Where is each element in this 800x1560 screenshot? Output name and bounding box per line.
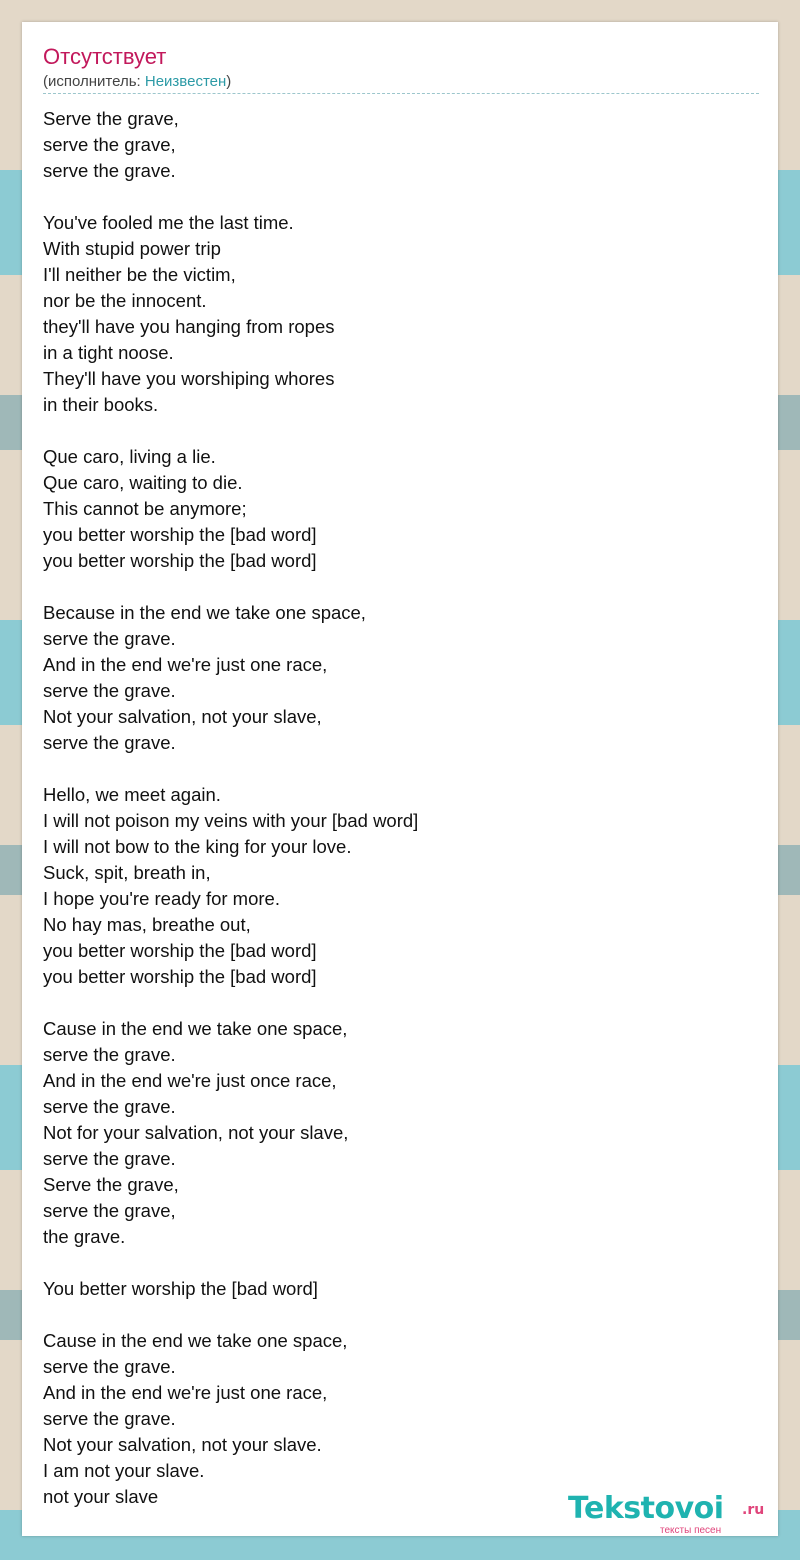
lyric-line: the grave. [43,1226,126,1247]
title-divider [43,93,759,94]
lyric-line: serve the grave. [43,1148,176,1169]
lyric-line: Cause in the end we take one space, [43,1018,348,1039]
artist-prefix: (исполнитель: [43,73,145,90]
lyric-line: They'll have you worshiping whores [43,368,335,389]
artist-suffix: ) [226,73,232,90]
lyric-line: serve the grave. [43,1356,176,1377]
lyric-line [43,574,759,600]
lyric-line: I am not your slave. [43,1460,205,1481]
lyric-line: I'll neither be the victim, [43,264,236,285]
lyric-line: serve the grave. [43,160,176,181]
lyric-line: Serve the grave, [43,1174,179,1195]
lyric-line: And in the end we're just one race, [43,654,328,675]
lyric-line: serve the grave, [43,1200,176,1221]
lyric-line: Que caro, waiting to die. [43,472,243,493]
lyric-line: Hello, we meet again. [43,784,221,805]
lyric-line: I will not bow to the king for your love. [43,836,352,857]
lyric-line: in a tight noose. [43,342,174,363]
lyric-line: No hay mas, breathe out, [43,914,251,935]
lyric-line: With stupid power trip [43,238,221,259]
logo-brand: Tekstovoi [568,1491,724,1526]
lyric-line: serve the grave. [43,680,176,701]
lyric-line: You've fooled me the last time. [43,212,294,233]
lyric-line: you better worship the [bad word] [43,940,317,961]
lyric-line: And in the end we're just once race, [43,1070,337,1091]
lyric-line: serve the grave. [43,1044,176,1065]
lyric-line [43,1302,759,1328]
lyric-line: Serve the grave, [43,108,179,129]
lyric-line: serve the grave. [43,732,176,753]
lyric-line: nor be the innocent. [43,290,207,311]
lyric-line: serve the grave, [43,134,176,155]
lyric-line [43,1250,759,1276]
lyric-line: Not your salvation, not your slave. [43,1434,322,1455]
tekstovoi-logo [568,1492,778,1538]
lyric-line [43,990,759,1016]
lyric-line [43,418,759,444]
lyric-line: Cause in the end we take one space, [43,1330,348,1351]
lyric-line: Not your salvation, not your slave, [43,706,322,727]
lyric-line: serve the grave. [43,628,176,649]
lyric-line: I will not poison my veins with your [bad word] [43,810,419,831]
song-title: Отсутствует [43,44,167,69]
lyric-line: Because in the end we take one space, [43,602,366,623]
logo-tagline: тексты песен [660,1525,722,1536]
artist-line [43,73,231,91]
lyric-line: I hope you're ready for more. [43,888,280,909]
lyric-line: This cannot be anymore; [43,498,247,519]
lyric-line: And in the end we're just one race, [43,1382,328,1403]
lyric-line: in their books. [43,394,159,415]
lyric-line: not your slave [43,1486,159,1507]
lyric-line [43,756,759,782]
lyric-line: Que caro, living a lie. [43,446,216,467]
lyric-line: serve the grave. [43,1408,176,1429]
lyric-line: you better worship the [bad word] [43,524,317,545]
lyric-line: serve the grave. [43,1096,176,1117]
lyrics-body [43,106,759,1510]
lyric-line [43,184,759,210]
lyric-line: Suck, spit, breath in, [43,862,211,883]
logo-tld: .ru [742,1502,765,1518]
lyric-line: Not for your salvation, not your slave, [43,1122,349,1143]
artist-link[interactable]: Неизвестен [144,73,227,90]
lyrics-card [22,22,778,1536]
lyric-line: you better worship the [bad word] [43,550,317,571]
lyric-line: you better worship the [bad word] [43,966,317,987]
lyric-line: they'll have you hanging from ropes [43,316,335,337]
lyric-line: You better worship the [bad word] [43,1278,318,1299]
